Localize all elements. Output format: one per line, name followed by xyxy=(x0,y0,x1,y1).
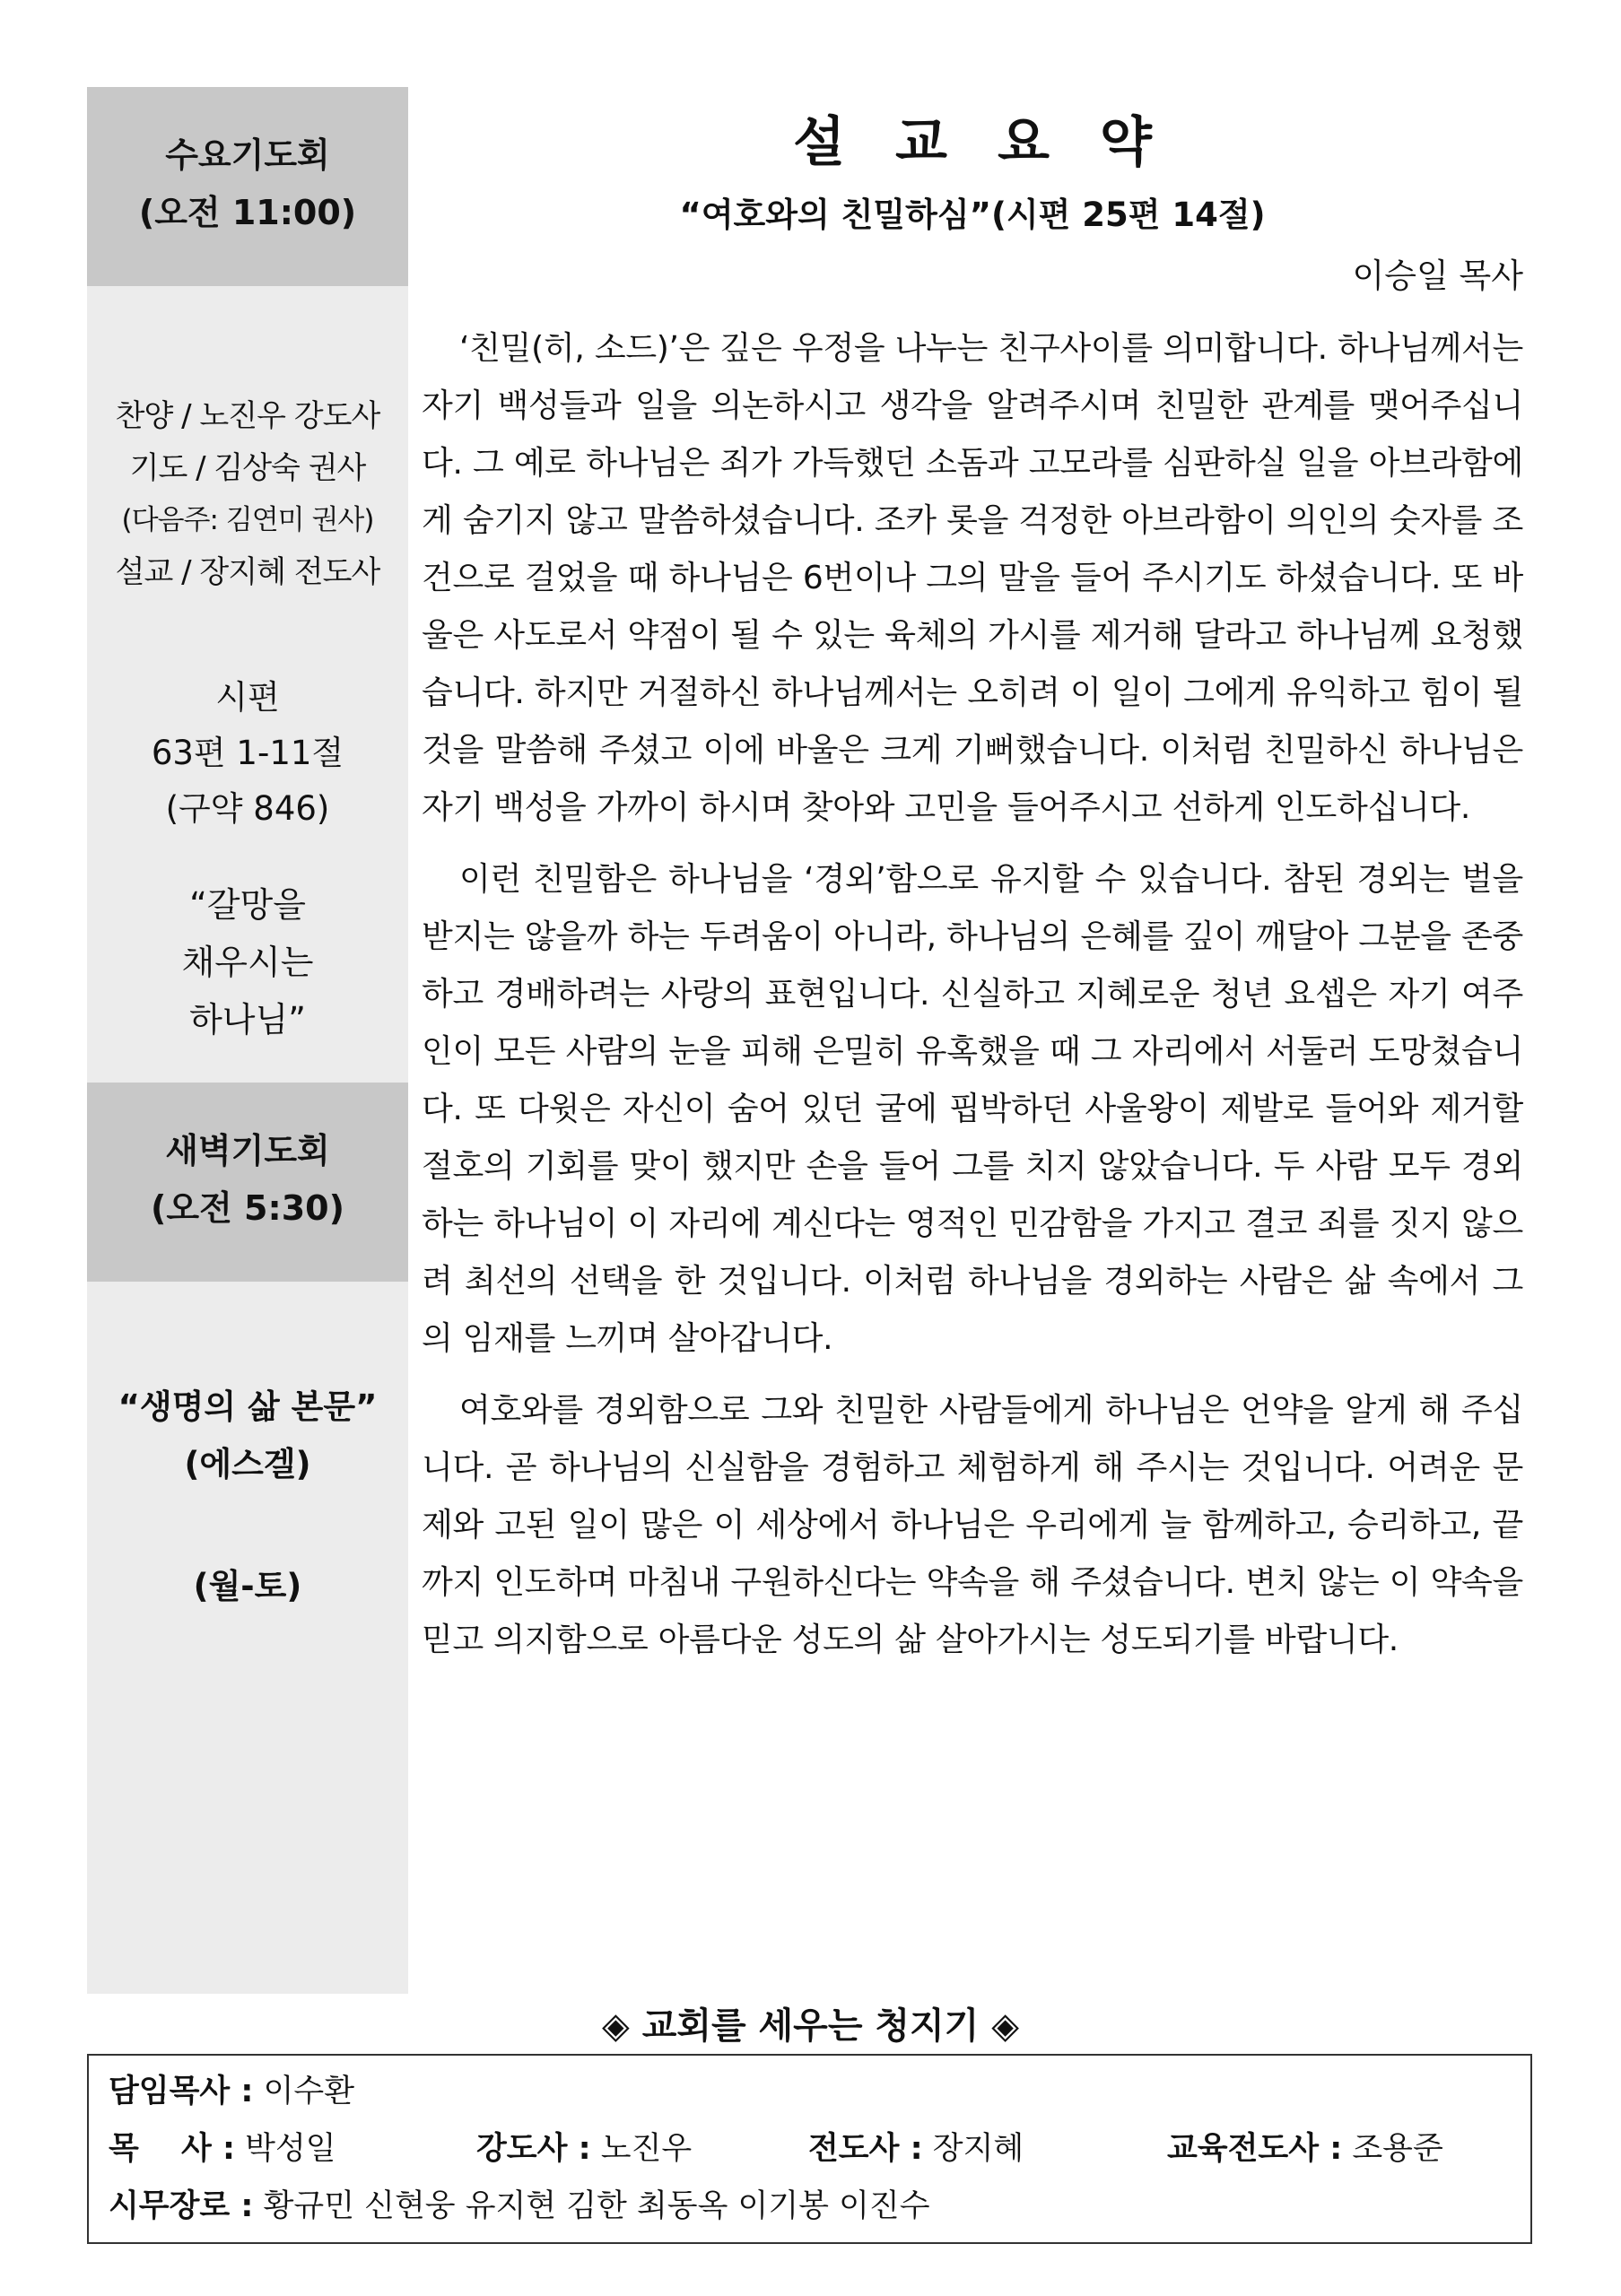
scripture-page: (구약 846) xyxy=(165,789,330,828)
sermon-paragraph: 이런 친밀함은 하나님을 ‘경외’함으로 유지할 수 있습니다. 참된 경외는 벌을 받지는 않을까 하는 두려움이 아니라, 하나님의 은혜를 깊이 깨달아 그분을 존중하고 경배하려는 사랑의 표현입니다. 신실하고 지혜로운 청년 요셉은 자기 여주인이 모든 사람의 눈을 피해 은밀히 유혹했을 때 그 자리에서 서둘러 도망쳤습니다. 또 다윗은 자신이 숨어 있던 굴에 핍박하던 사울왕이 제발로 들어와 제거할 절호의 기회를 맞이 했지만 손을 들어 그를 치지 않았습니다. 두 사람 모두 경외하는 하나님이 이 자리에 계신다는 영적인 민감함을 가지고 결코 죄를 짓지 않으려 최선의 선택을 한 것입니다. 이처럼 하나님을 경외하는 사람은 삶 속에서 그의 임재를 느끼며 살아갑니다. xyxy=(422,861,1523,1357)
staff-box xyxy=(87,2054,1532,2244)
life-text-title: “생명의 삶 본문” xyxy=(118,1387,378,1426)
sermon-paragraph: 여호와를 경외함으로 그와 친밀한 사람들에게 하나님은 언약을 알게 해 주십니다. 곧 하나님의 신실함을 경험하고 체험하게 해 주시는 것입니다. 어려운 문제와 고된 일이 많은 이 세상에서 하나님은 우리에게 늘 함께하고, 승리하고, 끝까지 인도하며 마침내 구원하신다는 약속을 해 주셨습니다. 변치 않는 이 약속을 믿고 의지함으로 아름다운 성도의 삶 살아가시는 성도되기를 바랍니다. xyxy=(422,1392,1523,1658)
staff-row xyxy=(109,2178,1511,2235)
role-praise: 찬양 / 노진우 강도사 xyxy=(115,398,380,434)
education-evangelist-name: 조용준 xyxy=(1352,2131,1443,2167)
staff-row xyxy=(109,2120,1511,2178)
sermon-author: 이승일 목사 xyxy=(1352,257,1523,295)
staff-row xyxy=(109,2063,1511,2120)
wednesday-prayer-title: 수요기도회 xyxy=(165,135,330,175)
service-roles xyxy=(87,390,408,598)
evangelist-name: 장지혜 xyxy=(932,2131,1024,2167)
preacher-label: 강도사 : xyxy=(476,2131,591,2167)
senior-pastor-label: 담임목사 : xyxy=(109,2074,254,2109)
elders-label: 시무장로 : xyxy=(109,2188,254,2224)
pastor-label: 목 사 : xyxy=(109,2131,235,2167)
evangelist-label: 전도사 : xyxy=(808,2131,923,2167)
role-prayer: 기도 / 김상숙 권사 xyxy=(129,450,366,486)
sermon-body xyxy=(422,320,1523,1683)
sermon-subtitle: “여호와의 친밀하심”(시편 25편 14절) xyxy=(679,196,1266,234)
stewards-title: ◈ 교회를 세우는 청지기 ◈ xyxy=(602,2005,1019,2047)
sermon-heading: 설교요약 xyxy=(793,111,1202,174)
pastor-name: 박성일 xyxy=(245,2131,336,2167)
scripture-book: 시편 xyxy=(215,678,280,717)
theme-line: “갈망을 xyxy=(189,885,306,925)
role-sermon: 설교 / 장지혜 전도사 xyxy=(115,554,380,590)
sermon-paragraph: ‘친밀(히, 소드)’은 깊은 우정을 나누는 친구사이를 의미합니다. 하나님께서는 자기 백성들과 일을 의논하시고 생각을 알려주시며 친밀한 관계를 맺어주십니다. 그 예로 하나님은 죄가 가득했던 소돔과 고모라를 심판하실 일을 아브라함에게 숨기지 않고 말씀하셨습니다. 조카 롯을 걱정한 아브라함이 의인의 숫자를 조건으로 걸었을 때 하나님은 6번이나 그의 말을 들어 주시기도 하셨습니다. 또 바울은 사도로서 약점이 될 수 있는 육체의 가시를 제거해 달라고 하나님께 요청했습니다. 하지만 거절하신 하나님께서는 오히려 이 일이 그에게 유익하고 힘이 될 것을 말씀해 주셨고 이에 바울은 크게 기뻐했습니다. 이처럼 친밀하신 하나님은 자기 백성을 가까이 하시며 찾아와 고민을 들어주시고 선하게 인도하십니다. xyxy=(422,330,1523,826)
dawn-days: (월-토) xyxy=(193,1567,302,1605)
dawn-prayer-header xyxy=(87,1083,408,1282)
senior-pastor-name: 이수환 xyxy=(263,2074,355,2109)
dawn-prayer-time: (오전 5:30) xyxy=(151,1188,344,1228)
dawn-prayer-title: 새벽기도회 xyxy=(165,1131,330,1170)
theme-line: 채우시는 xyxy=(181,943,314,982)
life-text-book: (에스겔) xyxy=(184,1445,311,1483)
wednesday-prayer-header xyxy=(87,87,408,286)
scripture-reference xyxy=(87,670,408,837)
scripture-verses: 63편 1-11절 xyxy=(151,734,344,772)
elders-names: 황규민 신현웅 유지현 김한 최동옥 이기봉 이진수 xyxy=(263,2188,930,2224)
role-next-week: (다음주: 김연미 권사) xyxy=(121,504,374,536)
theme-line: 하나님” xyxy=(189,1000,306,1039)
education-evangelist-label: 교육전도사 : xyxy=(1167,2131,1343,2167)
preacher-name: 노진우 xyxy=(600,2131,693,2167)
sermon-theme xyxy=(87,876,408,1048)
sidebar xyxy=(87,87,408,1994)
wednesday-prayer-time: (오전 11:00) xyxy=(138,193,357,232)
life-text xyxy=(87,1378,408,1493)
